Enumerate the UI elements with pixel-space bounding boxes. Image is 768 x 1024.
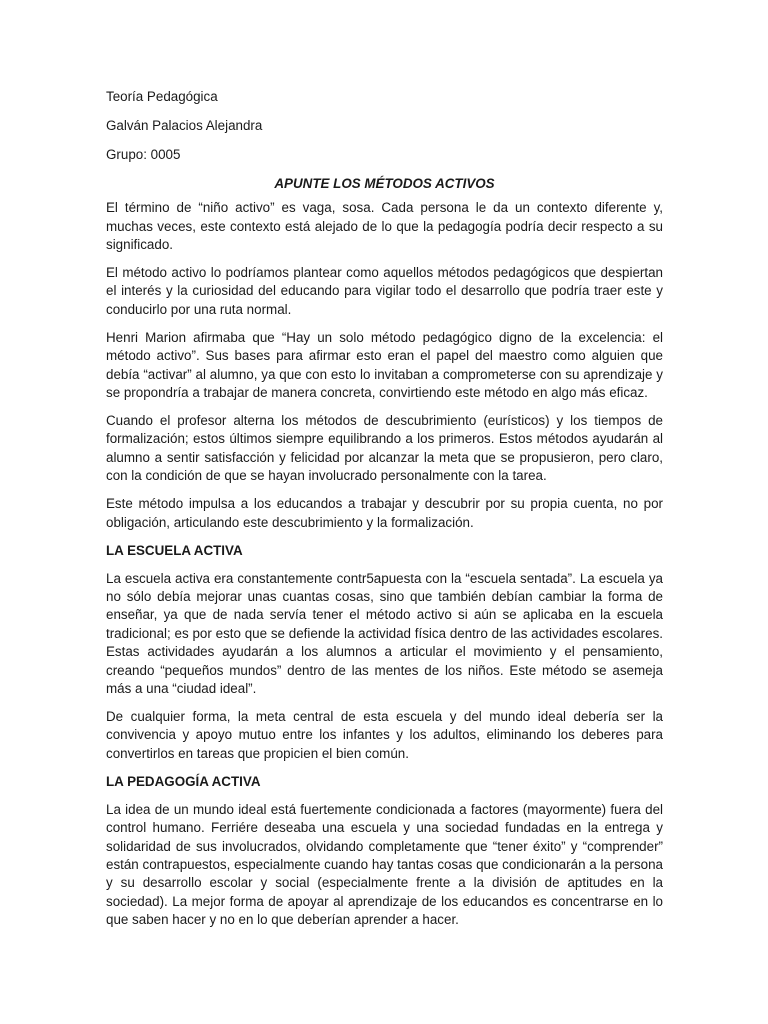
section-heading-pedagogia-activa: LA PEDAGOGÍA ACTIVA <box>106 773 261 789</box>
course-name: Teoría Pedagógica <box>106 89 218 104</box>
group-number: Grupo: 0005 <box>106 146 181 162</box>
paragraph: La escuela activa era constantemente contr5apuesta con la “escuela sentada”. La escuela ya no sólo debía mejorar unas cuantas cosas, sino que también debían cambiar la forma de enseñar, ya que de nada servía tener el método activo si aún se aplicaba en la escuela tradicional; es por esto que se defiende la actividad física dentro de las actividades escolares. Estas actividades ayudarán a los alumnos a articular el movimiento y el pensamiento, creando “pequeños mundos” dentro de las mentes de los niños. Este método se asemeja más a una “ciudad ideal”. <box>106 570 663 697</box>
paragraph: Cuando el profesor alterna los métodos de descubrimiento (eurísticos) y los tiempos de formalización; estos últimos siempre equilibrando a los primeros. Estos métodos ayudarán al alumno a sentir satisfacción y felicidad por alcanzar la meta que se propusieron, pero claro, con la condición de que se hayan involucrado personalmente con la tarea. <box>106 412 663 484</box>
paragraph: Henri Marion afirmaba que “Hay un solo método pedagógico digno de la excelencia: el método activo”. Sus bases para afirmar esto eran el papel del maestro como alguien que debía “activar” al alumno, ya que con esto lo invitaban a comprometerse con su aprendizaje y se propondría a trabajar de manera concreta, convirtiendo este método en algo más eficaz. <box>106 329 663 400</box>
section-heading-escuela-activa: LA ESCUELA ACTIVA <box>106 542 243 558</box>
paragraph: De cualquier forma, la meta central de esta escuela y del mundo ideal debería ser la convivencia y apoyo mutuo entre los infantes y los adultos, eliminando los deberes para convertirlos en tareas que propicien el bien común. <box>106 709 663 761</box>
paragraph: Este método impulsa a los educandos a trabajar y descubrir por su propia cuenta, no por obligación, articulando este descubrimiento y la formalización. <box>106 496 663 530</box>
document-page <box>106 88 663 939</box>
paragraph: El término de “niño activo” es vaga, sosa. Cada persona le da un contexto diferente y, muchas veces, este contexto está alejado de lo que la pedagogía podría decir respecto a su significado. <box>106 200 663 252</box>
paragraph: La idea de un mundo ideal está fuertemente condicionada a factores (mayormente) fuera del control humano. Ferriére deseaba una escuela y una sociedad fundadas en la entrega y solidaridad de sus involucrados, olvidando completamente que “tener éxito” y “comprender” están contrapuestos, especialmente cuando hay tantas cosas que condicionarán a la persona y su desarrollo escolar y social (especialmente frente a la división de aptitudes en la sociedad). La mejor forma de apoyar al aprendizaje de los educandos es concentrarse en lo que saben hacer y no en lo que deberían aprender a hacer. <box>106 801 663 928</box>
author-name: Galván Palacios Alejandra <box>106 117 263 133</box>
document-title: APUNTE LOS MÉTODOS ACTIVOS <box>274 175 495 191</box>
paragraph: El método activo lo podríamos plantear como aquellos métodos pedagógicos que despiertan el interés y la curiosidad del educando para vigilar todo el desarrollo que podría traer este y conducirlo por una ruta normal. <box>106 264 663 317</box>
